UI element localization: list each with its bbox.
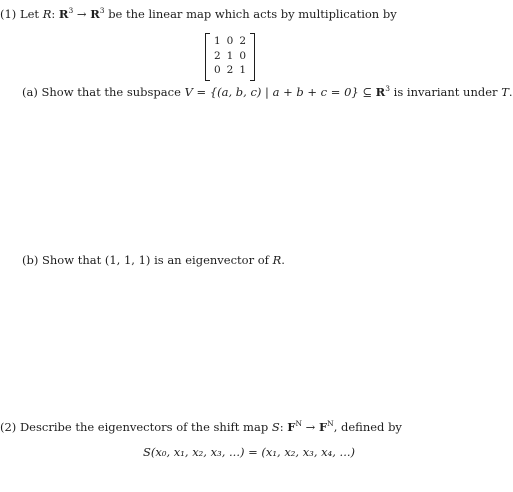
part-b bbox=[22, 253, 285, 267]
colon: : bbox=[51, 7, 56, 21]
map-name-S: S bbox=[271, 420, 280, 434]
matrix bbox=[205, 33, 255, 79]
matrix-cell: 2 bbox=[239, 35, 246, 47]
part-b-period: . bbox=[281, 253, 285, 267]
shift-codomain-field: F bbox=[318, 420, 328, 434]
subspace-definition: V = {(a, b, c) | a + b + c = 0} ⊆ bbox=[184, 85, 372, 99]
codomain-field: R bbox=[90, 7, 100, 21]
question-1-label: (1) bbox=[0, 7, 17, 21]
part-a-text-post: is invariant under bbox=[393, 85, 498, 99]
matrix-right-bracket bbox=[250, 33, 255, 81]
part-a-T: T bbox=[501, 85, 509, 99]
matrix-cell: 2 bbox=[226, 64, 234, 77]
part-b-text-post: is an eigenvector of bbox=[154, 253, 269, 267]
shift-lhs-args: (x₀, x₁, x₂, x₃, ...) bbox=[150, 445, 245, 459]
colon: : bbox=[279, 420, 284, 434]
matrix-cell: 2 bbox=[213, 49, 221, 62]
question-2-text-pre: Describe the eigenvectors of the shift map bbox=[19, 420, 269, 434]
eigenvector: (1, 1, 1) bbox=[104, 253, 151, 267]
question-1-text-pre: Let bbox=[19, 7, 40, 21]
matrix-cell: 1 bbox=[226, 49, 234, 62]
matrix-cell: 0 bbox=[226, 35, 234, 47]
arrow: → bbox=[305, 420, 316, 434]
matrix-cell: 1 bbox=[213, 35, 221, 47]
codomain-exponent: 3 bbox=[99, 6, 105, 15]
shift-domain-field: F bbox=[287, 420, 296, 434]
part-a-field: R bbox=[375, 85, 386, 99]
shift-lhs-fn: S bbox=[143, 445, 151, 459]
question-1-text-post: be the linear map which acts by multiplication by bbox=[108, 7, 397, 21]
question-2-text-post: , defined by bbox=[333, 420, 402, 434]
domain-field: R bbox=[58, 7, 69, 21]
shift-rhs: (x₁, x₂, x₃, x₄, ...) bbox=[261, 445, 355, 459]
matrix-cell: 1 bbox=[239, 64, 246, 77]
part-a-label: (a) bbox=[22, 85, 38, 99]
question-2-label: (2) bbox=[0, 420, 17, 434]
matrix-cell: 0 bbox=[239, 49, 246, 62]
shift-codomain-exponent: N bbox=[327, 419, 334, 428]
question-2-intro bbox=[0, 420, 402, 434]
shift-domain-exponent: N bbox=[295, 419, 302, 428]
part-b-label: (b) bbox=[22, 253, 39, 267]
part-b-R: R bbox=[272, 253, 282, 267]
matrix-left-bracket bbox=[205, 33, 210, 81]
part-a-text-pre: Show that the subspace bbox=[41, 85, 181, 99]
arrow: → bbox=[76, 7, 87, 21]
part-a-field-exponent: 3 bbox=[385, 84, 390, 93]
shift-formula bbox=[143, 445, 355, 459]
domain-exponent: 3 bbox=[68, 6, 74, 15]
part-a bbox=[22, 85, 513, 99]
shift-equals: = bbox=[248, 445, 258, 459]
part-b-text-pre: Show that bbox=[42, 253, 102, 267]
map-name-R: R bbox=[42, 7, 52, 21]
part-a-period: . bbox=[508, 85, 513, 99]
matrix-cell: 0 bbox=[213, 64, 221, 77]
question-1-intro bbox=[0, 7, 397, 21]
matrix-grid bbox=[211, 34, 249, 78]
